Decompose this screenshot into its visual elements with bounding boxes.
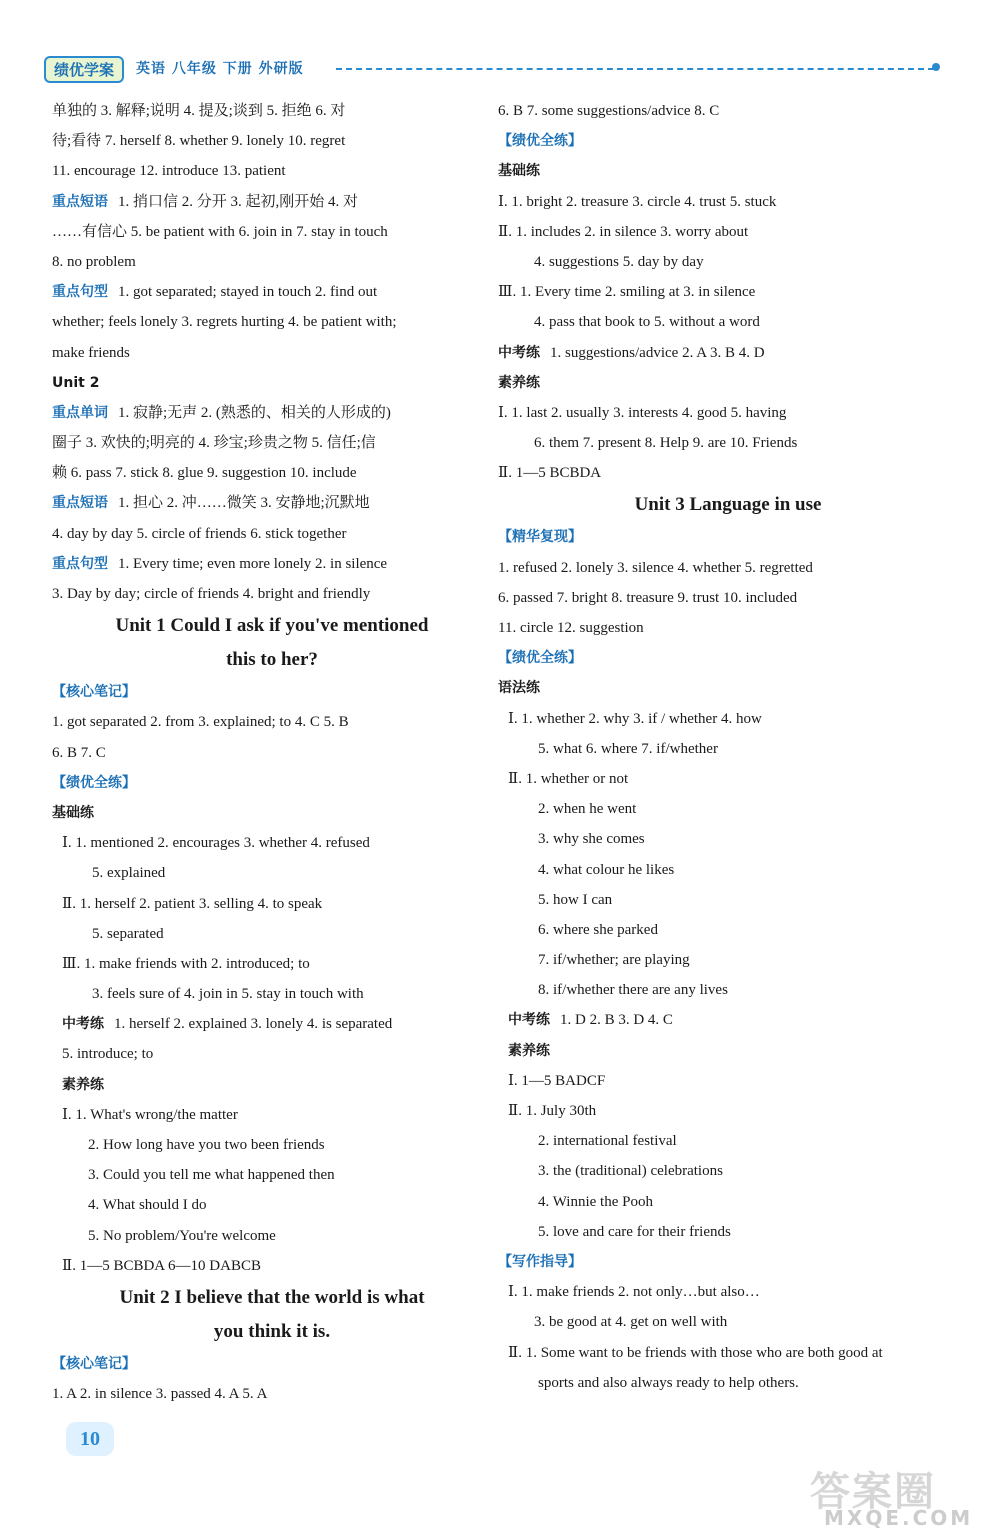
answer-line	[52, 1100, 492, 1130]
exercise-heading: 素养练	[498, 374, 540, 391]
answer-text: 3. why she comes	[538, 831, 645, 848]
answer-line	[52, 126, 492, 156]
answer-text: 1. herself 2. explained 3. lonely 4. is separated	[114, 1016, 393, 1033]
page-number: 10	[66, 1422, 114, 1456]
answer-text: 待;看待 7. herself 8. whether 9. lonely 10. regret	[52, 133, 346, 150]
answer-line	[498, 794, 958, 824]
answer-line	[498, 945, 958, 975]
unit-title: this to her?	[226, 649, 318, 671]
answer-text: sports and also always ready to help others.	[538, 1374, 799, 1391]
answer-text: Ⅰ. 1. What's wrong/the matter	[62, 1106, 238, 1123]
answer-text: Ⅰ. 1. last 2. usually 3. interests 4. good 5. having	[498, 404, 787, 421]
answer-line	[52, 338, 492, 368]
answer-text: 1. A 2. in silence 3. passed 4. A 5. A	[52, 1386, 268, 1403]
answer-text: 5. explained	[92, 865, 166, 882]
answer-text: Ⅱ. 1. whether or not	[508, 770, 629, 787]
watermark-logo-text: 答案圈	[810, 1469, 936, 1515]
answer-text: whether; feels lonely 3. regrets hurting 4. be patient with;	[52, 314, 397, 331]
answer-text: 8. no problem	[52, 253, 136, 270]
answer-line	[52, 1379, 492, 1409]
answer-line	[498, 1156, 958, 1186]
answer-line	[498, 1066, 958, 1096]
answer-text: 1. got separated 2. from 3. explained; to 4. C 5. B	[52, 714, 349, 731]
header-dash-line	[336, 68, 934, 70]
answer-text: 4. day by day 5. circle of friends 6. stick together	[52, 525, 347, 542]
answer-text: 2. when he went	[538, 801, 637, 818]
unit-title: Unit 1 Could I ask if you've mentioned	[115, 615, 429, 637]
unit-heading: Unit 2	[52, 374, 100, 391]
answer-text: 3. feels sure of 4. join in 5. stay in touch with	[92, 986, 364, 1003]
answer-text: Ⅱ. 1—5 BCBDA	[498, 465, 602, 482]
answer-text: 6. where she parked	[538, 921, 658, 938]
answer-text: Ⅰ. 1—5 BADCF	[508, 1072, 606, 1089]
answer-line	[52, 307, 492, 337]
answer-line	[498, 975, 958, 1005]
answer-line	[52, 156, 492, 186]
exercise-heading: 中考练	[62, 1016, 104, 1033]
answer-text: 1. D 2. B 3. D 4. C	[560, 1012, 673, 1029]
section-tag: 【精华复现】	[498, 529, 582, 546]
answer-line	[498, 458, 958, 488]
answer-text: 4. what colour he likes	[538, 861, 675, 878]
answer-text: 单独的 3. 解释;说明 4. 提及;谈到 5. 拒绝 6. 对	[52, 103, 346, 119]
answer-line	[52, 187, 492, 217]
exercise-heading: 语法练	[498, 680, 540, 697]
unit-title: Unit 2 I believe that the world is what	[119, 1286, 425, 1308]
answer-text: Ⅲ. 1. Every time 2. smiling at 3. in silence	[498, 284, 756, 301]
answer-text: 1. 担心 2. 冲……微笑 3. 安静地;沉默地	[118, 495, 370, 512]
answer-line	[52, 1221, 492, 1251]
section-tag: 重点短语	[52, 495, 108, 512]
answer-line	[498, 764, 958, 794]
answer-line	[498, 187, 958, 217]
answer-text: 5. separated	[92, 925, 164, 942]
answer-text: 1. suggestions/advice 2. A 3. B 4. D	[550, 344, 765, 361]
answer-line	[52, 247, 492, 277]
section-tag: 【核心笔记】	[52, 684, 136, 701]
brand-logo: 绩优学案	[44, 56, 124, 83]
answer-text: 11. circle 12. suggestion	[498, 620, 644, 636]
answer-line	[498, 885, 958, 915]
answer-line	[52, 1039, 492, 1069]
answer-text: 1. got separated; stayed in touch 2. find out	[118, 284, 378, 301]
answer-line	[498, 915, 958, 945]
answer-line	[498, 1368, 958, 1398]
answer-line	[52, 428, 492, 458]
section-tag: 重点单词	[52, 404, 108, 421]
section-tag: 重点句型	[52, 555, 108, 572]
answer-line	[498, 126, 958, 156]
answer-text: 4. Winnie the Pooh	[538, 1193, 653, 1210]
answer-text: 4. What should I do	[88, 1197, 207, 1214]
answer-line	[498, 368, 958, 398]
answer-text: 3. the (traditional) celebrations	[538, 1163, 723, 1180]
answer-line	[52, 949, 492, 979]
answer-text: 4. suggestions 5. day by day	[534, 253, 704, 270]
answer-text: 7. if/whether; are playing	[538, 952, 690, 969]
answer-line	[498, 1126, 958, 1156]
answer-line	[498, 398, 958, 428]
answer-line	[498, 338, 958, 368]
answer-line	[52, 798, 492, 828]
answer-line	[498, 643, 958, 673]
answer-text: 6. passed 7. bright 8. treasure 9. trust 10. included	[498, 589, 798, 606]
answer-line	[52, 1009, 492, 1039]
answer-text: 5. what 6. where 7. if/whether	[538, 740, 718, 757]
answer-text: 5. introduce; to	[62, 1046, 154, 1063]
answer-text: 3. Could you tell me what happened then	[88, 1167, 335, 1184]
answer-text: Ⅰ. 1. bright 2. treasure 3. circle 4. trust 5. stuck	[498, 193, 777, 210]
answer-text: 3. Day by day; circle of friends 4. bright and friendly	[52, 586, 371, 602]
answer-line	[498, 824, 958, 854]
section-tag: 【绩优全练】	[498, 650, 582, 667]
answer-line	[498, 1247, 958, 1277]
answer-line	[498, 583, 958, 613]
answer-line	[498, 613, 958, 643]
answer-line	[52, 1349, 492, 1379]
answer-text: 5. No problem/You're welcome	[88, 1227, 276, 1244]
answer-text: make friends	[52, 344, 130, 361]
answer-line	[498, 1217, 958, 1247]
answer-line	[498, 704, 958, 734]
section-tag: 重点短语	[52, 193, 108, 210]
answer-line	[52, 579, 492, 609]
exercise-heading: 基础练	[52, 804, 94, 821]
answer-line	[52, 889, 492, 919]
answer-text: Ⅰ. 1. whether 2. why 3. if / whether 4. how	[508, 710, 762, 727]
answer-line	[52, 549, 492, 579]
answer-line	[498, 855, 958, 885]
answer-line	[52, 1190, 492, 1220]
answer-text: 圈子 3. 欢快的;明亮的 4. 珍宝;珍贵之物 5. 信任;信	[52, 435, 376, 452]
answer-text: 6. B 7. some suggestions/advice 8. C	[498, 103, 720, 119]
answer-line	[52, 707, 492, 737]
answer-line	[498, 553, 958, 583]
answer-line	[52, 677, 492, 707]
answer-line	[52, 828, 492, 858]
answer-text: 6. them 7. present 8. Help 9. are 10. Friends	[534, 435, 798, 452]
section-tag: 【写作指导】	[498, 1253, 582, 1270]
answer-line	[498, 673, 958, 703]
answer-text: 赖 6. pass 7. stick 8. glue 9. suggestion 10. include	[52, 465, 357, 482]
answer-text: Ⅱ. 1. July 30th	[508, 1103, 597, 1119]
answer-line	[52, 488, 492, 518]
answer-line	[498, 1187, 958, 1217]
answer-line	[52, 368, 492, 398]
header-dash-dot	[932, 63, 940, 71]
site-watermark	[810, 1460, 980, 1530]
answer-text: Ⅱ. 1. Some want to be friends with those who are both good at	[508, 1344, 883, 1361]
answer-text: 8. if/whether there are any lives	[538, 982, 728, 999]
answer-line	[52, 768, 492, 798]
answer-line	[52, 858, 492, 888]
answer-text: 2. international festival	[538, 1133, 677, 1150]
answer-line	[498, 156, 958, 186]
answer-line	[498, 1307, 958, 1337]
answer-text: 11. encourage 12. introduce 13. patient	[52, 163, 286, 180]
answer-text: Ⅱ. 1—5 BCBDA 6—10 DABCB	[62, 1257, 261, 1274]
answer-line	[52, 398, 492, 428]
answer-text: Ⅲ. 1. make friends with 2. introduced; to	[62, 955, 310, 972]
answer-text: ……有信心 5. be patient with 6. join in 7. stay in touch	[52, 223, 388, 240]
section-tag: 【核心笔记】	[52, 1355, 136, 1372]
exercise-heading: 素养练	[508, 1042, 550, 1059]
answer-line	[52, 1070, 492, 1100]
answer-line	[498, 96, 958, 126]
answer-line	[498, 307, 958, 337]
section-tag: 【绩优全练】	[498, 133, 582, 150]
section-tag: 【绩优全练】	[52, 774, 136, 791]
answer-line	[498, 1277, 958, 1307]
exercise-heading: 中考练	[508, 1012, 550, 1029]
answer-line	[498, 1036, 958, 1066]
section-tag: 重点句型	[52, 284, 108, 301]
answer-text: 2. How long have you two been friends	[88, 1137, 325, 1153]
answer-line	[52, 1130, 492, 1160]
answer-text: 6. B 7. C	[52, 744, 106, 761]
answer-text: Ⅱ. 1. herself 2. patient 3. selling 4. to speak	[62, 895, 323, 912]
answer-text: Ⅰ. 1. mentioned 2. encourages 3. whether 4. refused	[62, 835, 370, 852]
answer-line	[52, 1251, 492, 1281]
answer-line	[498, 1096, 958, 1126]
answer-line	[52, 738, 492, 768]
answer-line	[52, 1160, 492, 1190]
answer-text: 1. refused 2. lonely 3. silence 4. whether 5. regretted	[498, 559, 813, 576]
answer-line	[498, 247, 958, 277]
page-header	[44, 52, 944, 82]
answer-line	[52, 519, 492, 549]
book-subtitle: 英语 八年级 下册 外研版	[136, 61, 304, 77]
answer-line	[498, 217, 958, 247]
answer-text: 3. be good at 4. get on well with	[534, 1314, 728, 1331]
unit-title: Unit 3 Language in use	[634, 494, 822, 516]
answer-text: Ⅰ. 1. make friends 2. not only…but also…	[508, 1284, 760, 1301]
answer-text: 5. how I can	[538, 891, 613, 908]
answer-line	[498, 428, 958, 458]
exercise-heading: 素养练	[62, 1076, 104, 1093]
answer-line	[52, 96, 492, 126]
watermark-site-text: MXQE.COM	[824, 1506, 974, 1530]
answer-text: 1. 寂静;无声 2. (熟悉的、相关的人形成的)	[118, 404, 391, 421]
exercise-heading: 中考练	[498, 344, 540, 361]
answer-text: 1. 捎口信 2. 分开 3. 起初,刚开始 4. 对	[118, 193, 359, 210]
answer-text: 5. love and care for their friends	[538, 1223, 731, 1240]
answer-line	[498, 734, 958, 764]
unit-title: you think it is.	[213, 1320, 331, 1342]
answer-line	[52, 919, 492, 949]
right-column	[498, 96, 958, 1398]
answer-line	[52, 979, 492, 1009]
left-column	[52, 96, 492, 1409]
answer-line	[52, 277, 492, 307]
answer-text: 4. pass that book to 5. without a word	[534, 314, 760, 331]
answer-line	[498, 1005, 958, 1035]
answer-text: Ⅱ. 1. includes 2. in silence 3. worry about	[498, 223, 749, 240]
answer-line	[52, 217, 492, 247]
answer-text: 1. Every time; even more lonely 2. in silence	[118, 555, 388, 572]
answer-line	[498, 277, 958, 307]
exercise-heading: 基础练	[498, 163, 540, 180]
answer-line	[52, 458, 492, 488]
answer-line	[498, 522, 958, 552]
answer-line	[498, 1338, 958, 1368]
